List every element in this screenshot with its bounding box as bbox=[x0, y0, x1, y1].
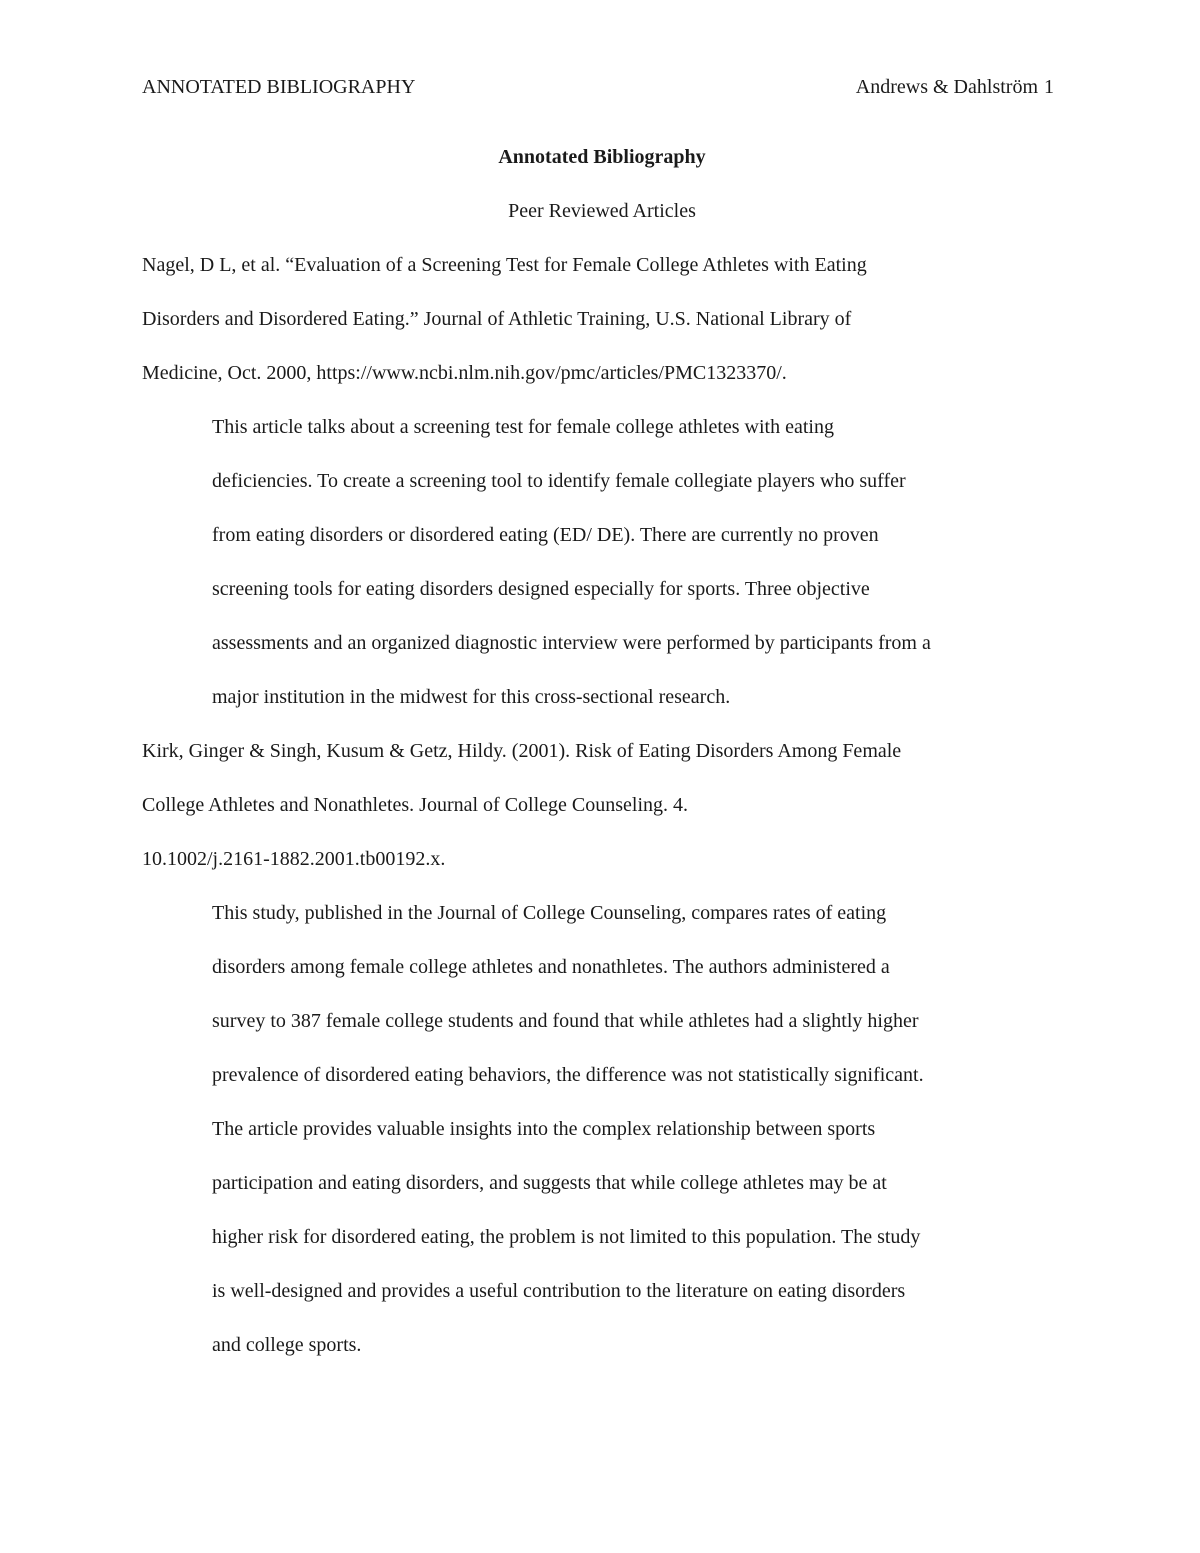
annotation-line: deficiencies. To create a screening tool to identify female collegiate players who suffer bbox=[212, 470, 906, 492]
citation-line: College Athletes and Nonathletes. Journal of College Counseling. 4. bbox=[142, 794, 689, 816]
citation bbox=[142, 238, 1062, 400]
running-head-title: ANNOTATED BIBLIOGRAPHY bbox=[142, 76, 416, 98]
document-body bbox=[142, 130, 1062, 1372]
running-head-right bbox=[856, 72, 1054, 102]
page-number: 1 bbox=[1044, 76, 1054, 98]
annotation-line: survey to 387 female college students and found that while athletes had a slightly higher bbox=[212, 1010, 919, 1032]
annotation-line: and college sports. bbox=[212, 1334, 362, 1356]
annotation-line: participation and eating disorders, and suggests that while college athletes may be at bbox=[212, 1172, 887, 1194]
document-subtitle: Peer Reviewed Articles bbox=[508, 200, 696, 222]
annotation-line: is well-designed and provides a useful contribution to the literature on eating disorders bbox=[212, 1280, 906, 1302]
annotation bbox=[142, 886, 1062, 1372]
bibliography-entry-1 bbox=[142, 238, 1062, 724]
annotation bbox=[142, 400, 1062, 724]
annotation-line: major institution in the midwest for this cross-sectional research. bbox=[212, 686, 731, 708]
citation-line: Nagel, D L, et al. “Evaluation of a Screening Test for Female College Athletes with Eating bbox=[142, 254, 867, 276]
annotation-line: assessments and an organized diagnostic interview were performed by participants from a bbox=[212, 632, 931, 654]
citation-line: Medicine, Oct. 2000, https://www.ncbi.nlm.nih.gov/pmc/articles/PMC1323370/. bbox=[142, 362, 787, 384]
citation-line: Disorders and Disordered Eating.” Journal of Athletic Training, U.S. National Library of bbox=[142, 308, 852, 330]
running-head-authors: Andrews & Dahlström bbox=[855, 76, 1038, 98]
annotation-line: This article talks about a screening test for female college athletes with eating bbox=[212, 416, 834, 438]
document-title: Annotated Bibliography bbox=[498, 146, 706, 168]
annotation-line: prevalence of disordered eating behaviors, the difference was not statistically significant. bbox=[212, 1064, 924, 1086]
running-head bbox=[142, 72, 1054, 102]
annotation-line: from eating disorders or disordered eating (ED/ DE). There are currently no proven bbox=[212, 524, 879, 546]
annotation-line: disorders among female college athletes and nonathletes. The authors administered a bbox=[212, 956, 890, 978]
citation-line: 10.1002/j.2161-1882.2001.tb00192.x. bbox=[142, 848, 446, 870]
annotation-line: This study, published in the Journal of College Counseling, compares rates of eating bbox=[212, 902, 887, 924]
citation-line: Kirk, Ginger & Singh, Kusum & Getz, Hildy. (2001). Risk of Eating Disorders Among Female bbox=[142, 740, 902, 762]
bibliography-entry-2 bbox=[142, 724, 1062, 1372]
annotation-line: The article provides valuable insights into the complex relationship between sports bbox=[212, 1118, 876, 1140]
citation bbox=[142, 724, 1062, 886]
annotation-line: higher risk for disordered eating, the problem is not limited to this population. The study bbox=[212, 1226, 921, 1248]
annotation-line: screening tools for eating disorders designed especially for sports. Three objective bbox=[212, 578, 870, 600]
